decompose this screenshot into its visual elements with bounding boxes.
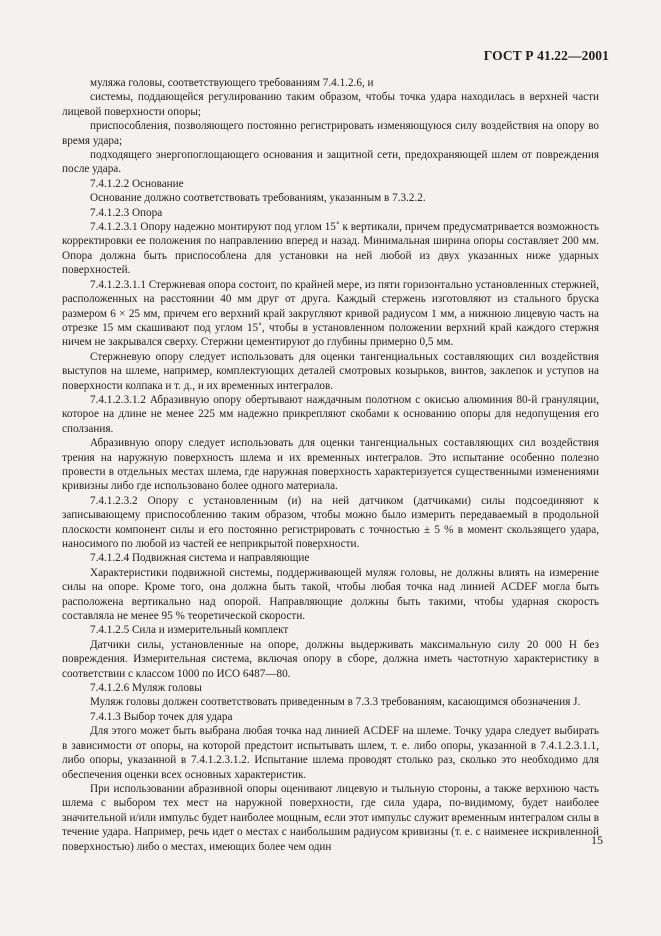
paragraph: системы, поддающейся регулированию таким образом, чтобы точка удара находилась в верхней части лицевой поверхности опоры;	[62, 91, 599, 118]
paragraph: Абразивную опору следует использовать для оценки тангенциальных составляющих сил воздействия трения на наружную поверхность шлема и их временных интегралов. Это испытание особенно полезно провести в отдельных местах шлема, где наружная поверхность характеризуется существенными изменениями кривизны либо где использовано более одного материала.	[62, 437, 599, 493]
paragraph: Датчики силы, установленные на опоре, должны выдерживать максимальную силу 20 000 Н без повреждения. Измерительная система, включая опору в сборе, должна иметь частотную характеристику в соответствии с классом 1000 по ИСО 6487—80.	[62, 638, 599, 680]
standard-header: ГОСТ Р 41.22—2001	[483, 48, 609, 63]
paragraph: подходящего энергопоглощающего основания и защитной сети, предохраняющей шлем от повреждения после удара.	[62, 149, 599, 176]
section-heading: 7.4.1.2.3 Опора	[90, 206, 163, 219]
paragraph: Характеристики подвижной системы, поддерживающей муляж головы, не должны влиять на измерение силы на опоре. Кроме того, она должна быть такой, чтобы любая точка над линией ACDEF могла быть расположена вертикально над опорой. Направляющие должны быть такими, чтобы ударная скорость составляла не менее 95 % теоретической скорости.	[62, 566, 599, 623]
section-heading: 7.4.1.3 Выбор точек для удара	[90, 710, 233, 723]
section-heading: 7.4.1.2.4 Подвижная система и направляющие	[90, 552, 310, 565]
section-heading: 7.4.1.2.6 Муляж головы	[90, 682, 202, 695]
paragraph: 7.4.1.2.3.1.2 Абразивную опору обертывают наждачным полотном с окисью алюминия 80-й грануляции, которое на длине не менее 225 мм надежно прикрепляют скобами к основанию опоры для недопущения его сползания.	[62, 393, 599, 435]
paragraph: приспособления, позволяющего постоянно регистрировать изменяющуюся силу воздействия на опору во время удара;	[62, 120, 599, 147]
paragraph: Основание должно соответствовать требованиям, указанным в 7.3.2.2.	[90, 192, 426, 205]
paragraph: 7.4.1.2.3.2 Опору с установленным (и) на ней датчиком (датчиками) силы подсоединяют к записывающему приспособлению таким образом, чтобы можно было измерить передаваемый в продольной плоскости компонент силы и его постоянно регистрировать с точностью ± 5 % в момент скользящего удара, наносимого по любой из частей ее неприкрытой поверхности.	[62, 494, 599, 550]
paragraph: При использовании абразивной опоры оценивают лицевую и тыльную стороны, а также верхнюю часть шлема с выбором тех мест на наружной поверхности, где сила удара, по-видимому, будет наиболее значительной и/или импульс будет наиболее мощным, если этот импульс служит временным интегралом силы в течение удара. Например, речь идет о местах с наибольшим радиусом кривизны (т. е. с наименее искривленной поверхностью) либо о местах, имеющих более чем один	[62, 782, 599, 853]
page-number: 15	[591, 833, 603, 847]
paragraph: Стержневую опору следует использовать для оценки тангенциальных составляющих сил воздействия выступов на шлеме, например, комплектующих деталей смотровых козырьков, винтов, заклепок и уступов на поверхности колпака и т. д., и их временных интегралов.	[62, 350, 599, 392]
body-text	[62, 76, 599, 854]
section-heading: 7.4.1.2.2 Основание	[90, 177, 184, 190]
paragraph: муляжа головы, соответствующего требованиям 7.4.1.2.6, и	[90, 77, 374, 89]
paragraph: Для этого может быть выбрана любая точка над линией ACDEF на шлеме. Точку удара следует выбирать в зависимости от опоры, на которой предстоит испытывать шлем, т. е. либо опоры, указанной в 7.4.1.2.3.1.1, либо опоры, указанной в 7.4.1.2.3.1.2. Испытание шлема проводят столько раз, сколько это необходимо для обеспечения оценки всех основных характеристик.	[62, 725, 599, 781]
paragraph: Муляж головы должен соответствовать приведенным в 7.3.3 требованиям, касающимся обозначения J.	[90, 696, 581, 709]
paragraph: 7.4.1.2.3.1.1 Стержневая опора состоит, по крайней мере, из пяти горизонтально установленных стержней, расположенных на расстоянии 40 мм друг от друга. Каждый стержень изготовляют из стального бруска размером 6 × 25 мм, причем его верхний край закругляют кривой радиусом 1 мм, а нижнюю лицевую часть на отрезке 15 мм скашивают под углом 15˚, чтобы в установленном положении верхний край каждого стержня ничем не закрывался сверху. Стержни цементируют до глубины примерно 0,5 мм.	[62, 278, 599, 349]
section-heading: 7.4.1.2.5 Сила и измерительный комплект	[90, 624, 289, 637]
paragraph: 7.4.1.2.3.1 Опору надежно монтируют под углом 15˚ к вертикали, причем предусматривается возможность корректировки ее положения по направлению вперед и назад. Минимальная ширина опоры составляет 200 мм. Опора должна быть приспособлена для установки на ней любой из двух указанных ниже ударных поверхностей.	[62, 221, 599, 277]
